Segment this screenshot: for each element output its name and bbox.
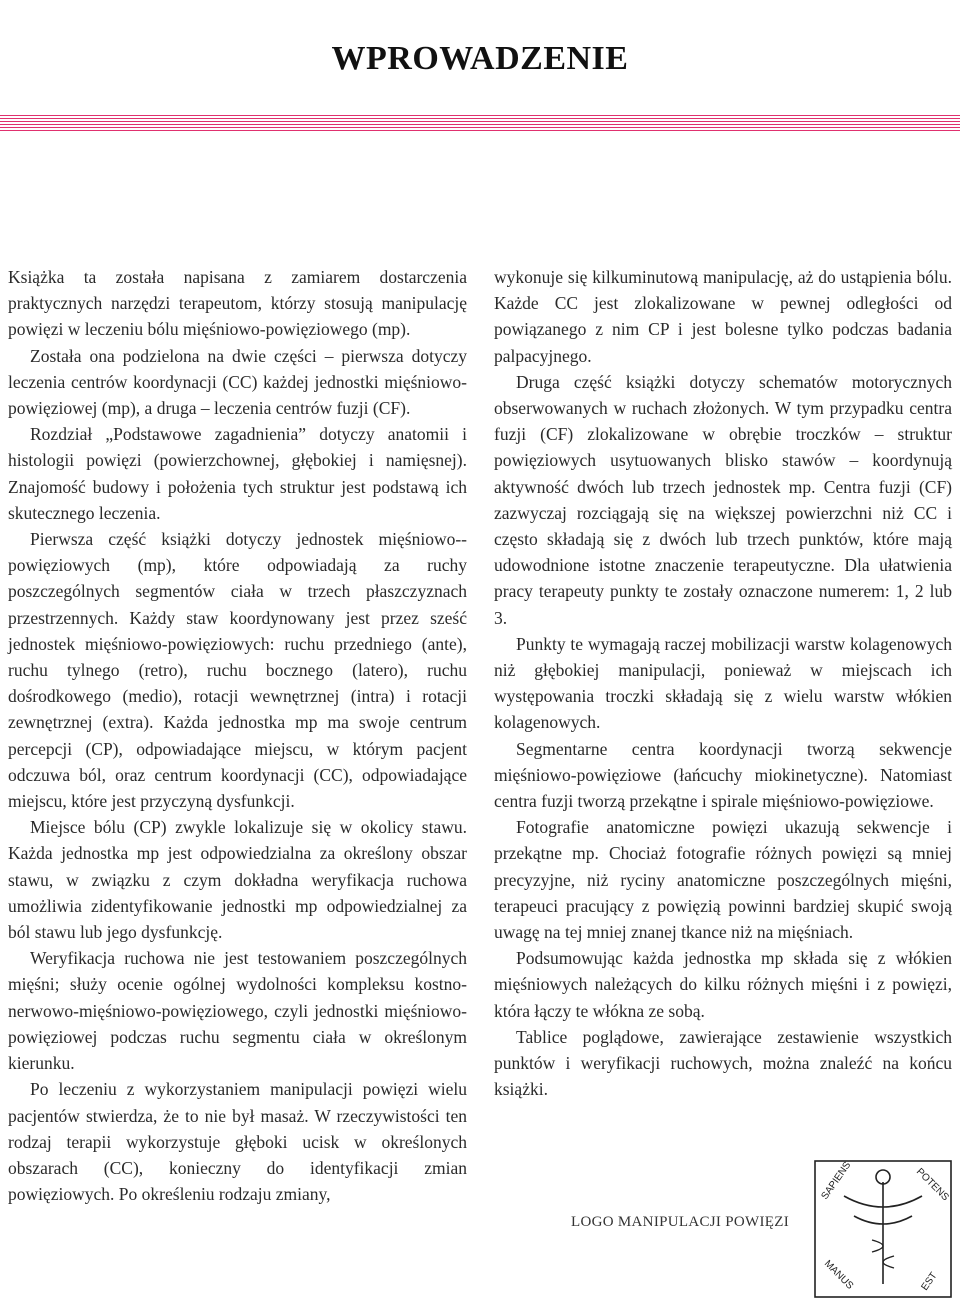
paragraph: Fotografie anatomiczne powięzi ukazują sekwencje i przekątne mp. Chociaż fotografie różnych powięzi są mniej precyzyjne, niż ryciny anatomiczne poszczególnych mięśni, terapeuci pracujący z powięzią powinni bardziej skupić swoją uwagę na tej mniej znanej tkance niż na mięśniach. bbox=[494, 817, 952, 943]
paragraph: Miejsce bólu (CP) zwykle lokalizuje się w okolicy stawu. Każda jednostka mp jest odpowiedzialna za określony obszar stawu, w związku z czym dokładna weryfikacja ruchowa umożliwia zidentyfikowanie jednostki mp odpowiedzialnej za ból stawu lub jego dysfunkcję. bbox=[8, 817, 467, 943]
right-column bbox=[494, 264, 952, 1103]
paragraph: Druga część książki dotyczy schematów motorycznych obserwowanych w ruchach złożonych. W tym przypadku centra fuzji (CF) zlokalizowane w obrębie troczków – struktur powięziowych usytuowanych blisko stawów – koordynują aktywność dwóch lub trzech jednostek mp. Centra fuzji (CF) zazwyczaj rozciągają się na większej powierzchni niż CC i często składają się z dwóch lub trzech punktów, które mają udowodnione istotne znaczenie terapeutyczne. Dla ułatwienia pracy terapeuty punkty te zostały oznaczone numerem: 1, 2 lub 3. bbox=[494, 371, 952, 628]
page-title: WPROWADZENIE bbox=[331, 40, 629, 77]
logo-word-potens: POTENS bbox=[913, 1166, 951, 1204]
caduceus-logo-icon bbox=[814, 1160, 952, 1298]
paragraph: Punkty te wymagają raczej mobilizacji warstw kolagenowych niż głębokiej manipulacji, ponieważ w miejscach ich występowania troczki składają się z wielu warstw włókien kolagenowych. bbox=[494, 633, 952, 733]
logo-word-est: EST bbox=[919, 1270, 940, 1293]
paragraph: wykonuje się kilkuminutową manipulację, aż do ustąpienia bólu. Każde CC jest zlokalizowane w pewnej odległości od powiązanego z nim CP i jest bolesne tylko podczas badania palpacyjnego. bbox=[494, 267, 952, 366]
logo-word-sapiens: SAPIENS bbox=[819, 1160, 854, 1202]
logo-caption: LOGO MANIPULACJI POWIĘZI bbox=[571, 1214, 790, 1230]
decorative-rule bbox=[0, 115, 960, 131]
logo-word-manus: MANUS bbox=[821, 1258, 856, 1292]
paragraph: Książka ta została napisana z zamiarem dostarczenia praktycznych narzędzi terapeutom, którzy stosują manipulację powięzi w leczeniu bólu mięśniowo-powięziowego (mp). bbox=[8, 267, 467, 340]
paragraph: Segmentarne centra koordynacji tworzą sekwencje mięśniowo-powięziowe (łańcuchy miokinetyczne). Natomiast centra fuzji tworzą przekątne i spirale mięśniowo-powięziowe. bbox=[494, 738, 952, 812]
paragraph: Weryfikacja ruchowa nie jest testowaniem poszczególnych mięśni; służy ocenie ogólnej wydolności kompleksu kostno-nerwowo-mięśniowo-powięziowego, czyli jednostki mięśniowo-powięziowej podczas ruchu segmentu ciała w określonym kierunku. bbox=[8, 948, 467, 1074]
paragraph: Rozdział „Podstawowe zagadnienia” dotyczy anatomii i histologii powięzi (powierzchownej, głębokiej i namięsnej). Znajomość budowy i położenia tych struktur jest podstawą ich skutecznego leczenia. bbox=[8, 424, 467, 523]
manipulation-logo bbox=[814, 1160, 952, 1298]
left-column bbox=[8, 264, 467, 1207]
paragraph: Tablice poglądowe, zawierające zestawienie wszystkich punktów i weryfikacji ruchowych, można znaleźć na końcu książki. bbox=[494, 1026, 952, 1100]
paragraph: Podsumowując każda jednostka mp składa się z włókien mięśniowych należących do kilku różnych mięśni i z powięzi, która łączy te włókna ze sobą. bbox=[494, 948, 952, 1021]
paragraph: Po leczeniu z wykorzystaniem manipulacji powięzi wielu pacjentów stwierdza, że to nie był masaż. W rzeczywistości ten rodzaj terapii wykorzystuje głęboki ucisk w określonych obszarach (CC), konieczny do identyfikacji zmian powięziowych. Po określeniu rodzaju zmiany, bbox=[8, 1079, 467, 1205]
paragraph: Pierwsza część książki dotyczy jednostek mięśniowo--powięziowych (mp), które odpowiadają za ruchy poszczególnych segmentów ciała w trzech płaszczyznach przestrzennych. Każdy staw koordynowany jest przez sześć jednostek mięśniowo-powięziowych: ruchu przedniego (ante), ruchu tylnego (retro), ruchu bocznego (latero), ruchu dośrodkowego (medio), rotacji wewnętrznej (intra) i rotacji zewnętrznej (extra). Każda jednostka mp ma swoje centrum percepcji (CP), odpowiadające miejscu, w którym pacjent odczuwa ból, oraz centrum koordynacji (CC), odpowiadające miejscu, które jest przyczyną dysfunkcji. bbox=[8, 529, 467, 812]
paragraph: Została ona podzielona na dwie części – pierwsza dotyczy leczenia centrów koordynacji (CC) każdej jednostki mięśniowo-powięziowej (mp), a druga – leczenia centrów fuzji (CF). bbox=[8, 345, 467, 419]
